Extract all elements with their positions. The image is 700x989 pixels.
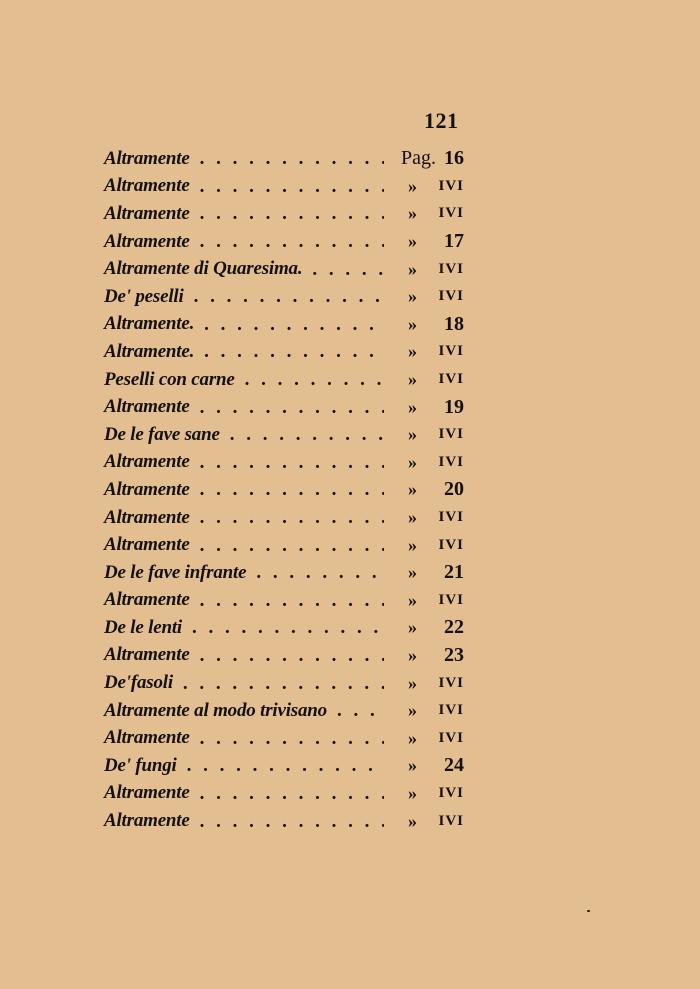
toc-entry xyxy=(104,504,464,532)
toc-entry-page: IVI xyxy=(438,288,464,305)
toc-entry xyxy=(104,449,464,477)
toc-entry-page: IVI xyxy=(438,784,464,801)
toc-entry xyxy=(104,531,464,559)
toc-entry xyxy=(104,255,464,283)
toc-entry-page: IVI xyxy=(438,426,464,443)
toc-entry-page: IVI xyxy=(438,371,464,388)
ditto-mark: » xyxy=(408,782,417,803)
ditto-mark: » xyxy=(408,727,417,748)
dot-leader xyxy=(190,398,384,417)
dot-leader xyxy=(194,315,384,334)
dot-leader xyxy=(190,204,384,223)
dot-leader xyxy=(220,425,384,444)
toc-entry-title: Altramente xyxy=(104,396,190,418)
ditto-mark: » xyxy=(408,451,417,472)
toc-entry xyxy=(104,393,464,421)
toc-entry-title: Peselli con carne xyxy=(104,368,235,390)
toc-entry-ref xyxy=(384,341,464,362)
toc-entry xyxy=(104,311,464,339)
dot-leader xyxy=(190,591,384,610)
ditto-mark: » xyxy=(408,341,417,362)
toc-entry-title: Altramente xyxy=(104,727,190,749)
ditto-mark: » xyxy=(408,258,417,279)
toc-entry-page: IVI xyxy=(438,536,464,553)
toc-entry-page: IVI xyxy=(438,509,464,526)
toc-entry-title: Altramente xyxy=(104,644,190,666)
ditto-mark: » xyxy=(408,617,417,638)
toc-entry-page: 18 xyxy=(444,312,464,335)
dot-leader xyxy=(190,480,384,499)
ditto-mark: » xyxy=(408,700,417,721)
dot-leader xyxy=(190,784,384,803)
toc-entry-title: Altramente al modo trivisano xyxy=(104,699,327,721)
toc-entry-page: 24 xyxy=(444,754,464,777)
toc-entry xyxy=(104,752,464,780)
ditto-mark: » xyxy=(408,810,417,831)
toc-entry-ref xyxy=(384,369,464,390)
toc-entry xyxy=(104,642,464,670)
toc-entry xyxy=(104,559,464,587)
dot-leader xyxy=(190,149,384,168)
toc-entry xyxy=(104,780,464,808)
toc-entry-ref xyxy=(384,673,464,694)
toc-entry xyxy=(104,614,464,642)
toc-entry-title: Altramente xyxy=(104,230,190,252)
toc-entry-page: 20 xyxy=(444,478,464,501)
dot-leader xyxy=(235,370,384,389)
toc-entry-page: IVI xyxy=(438,453,464,470)
toc-entry-ref xyxy=(384,259,464,280)
toc-entry-title: Altramente xyxy=(104,506,190,528)
dot-leader xyxy=(302,260,384,279)
dot-leader xyxy=(190,453,384,472)
toc-entry xyxy=(104,200,464,228)
toc-entry-title: Altramente xyxy=(104,810,190,832)
toc-entry-page: IVI xyxy=(438,591,464,608)
toc-entry-ref xyxy=(384,754,464,777)
toc-entry xyxy=(104,724,464,752)
toc-entry-ref xyxy=(384,478,464,501)
dot-leader xyxy=(327,701,384,720)
dot-leader xyxy=(190,812,384,831)
toc-entry xyxy=(104,421,464,449)
toc-entry-page: IVI xyxy=(438,177,464,194)
toc-entry xyxy=(104,338,464,366)
ditto-mark: » xyxy=(408,644,417,665)
toc-entry-ref xyxy=(384,811,464,832)
toc-entry xyxy=(104,669,464,697)
toc-entry-ref xyxy=(384,452,464,473)
toc-entry-title: Altramente xyxy=(104,782,190,804)
toc-entry xyxy=(104,807,464,835)
ditto-mark: » xyxy=(408,175,417,196)
ditto-mark: » xyxy=(408,589,417,610)
page-label: Pag. xyxy=(401,147,436,170)
dot-leader xyxy=(184,287,384,306)
page-number: 121 xyxy=(424,108,459,133)
toc-entry xyxy=(104,697,464,725)
toc-entry-ref xyxy=(384,424,464,445)
toc-entry-page: 22 xyxy=(444,616,464,639)
dot-leader xyxy=(177,756,384,775)
dot-leader xyxy=(182,618,384,637)
ditto-mark: » xyxy=(408,507,417,528)
toc-entry-ref xyxy=(384,286,464,307)
toc-entry-title: Altramente xyxy=(104,175,190,197)
toc-entry-ref xyxy=(384,203,464,224)
toc-entry xyxy=(104,228,464,256)
toc-entry xyxy=(104,366,464,394)
ditto-mark: » xyxy=(408,203,417,224)
toc-entry-page: 19 xyxy=(444,395,464,418)
toc-entry-ref xyxy=(384,561,464,584)
toc-entry-ref xyxy=(384,396,464,419)
toc-entry-ref xyxy=(384,644,464,667)
toc-entry-page: IVI xyxy=(438,702,464,719)
toc-entry-title: De le fave sane xyxy=(104,423,220,445)
toc-entry-title: Altramente xyxy=(104,534,190,556)
dot-leader xyxy=(194,342,384,361)
toc-entry-page: IVI xyxy=(438,260,464,277)
ink-speck xyxy=(587,910,590,912)
toc-entry-page: 23 xyxy=(444,643,464,666)
dot-leader xyxy=(190,232,384,251)
toc-entry-title: Altramente. xyxy=(104,340,195,362)
ditto-mark: » xyxy=(408,369,417,390)
ditto-mark: » xyxy=(408,479,417,500)
toc-entry-title: De le lenti xyxy=(104,616,183,638)
toc-entry-title: Altramente xyxy=(104,478,190,500)
toc-entry-page: IVI xyxy=(438,729,464,746)
toc-entry-ref xyxy=(384,616,464,639)
ditto-mark: » xyxy=(408,231,417,252)
toc-entry-title: Altramente xyxy=(104,147,190,169)
ditto-mark: » xyxy=(408,396,417,417)
ditto-mark: » xyxy=(408,672,417,693)
toc-entry-title: De'fasoli xyxy=(104,672,173,694)
toc-entry-ref xyxy=(384,147,464,170)
toc-entry-page: 21 xyxy=(444,561,464,584)
dot-leader xyxy=(190,729,384,748)
toc-entry-page: IVI xyxy=(438,343,464,360)
toc-entry-title: Altramente xyxy=(104,589,190,611)
ditto-mark: » xyxy=(408,424,417,445)
toc-entry xyxy=(104,173,464,201)
toc-entry-title: Altramente xyxy=(104,202,190,224)
dot-leader xyxy=(190,536,384,555)
dot-leader xyxy=(190,646,384,665)
toc-entry-title: De' peselli xyxy=(104,285,184,307)
toc-entry-ref xyxy=(384,700,464,721)
toc-entry-ref xyxy=(384,176,464,197)
ditto-mark: » xyxy=(408,755,417,776)
dot-leader xyxy=(190,508,384,527)
toc-entry-title: Altramente di Quaresima. xyxy=(104,258,303,280)
toc-entry-ref xyxy=(384,507,464,528)
ditto-mark: » xyxy=(408,313,417,334)
toc-entry-ref xyxy=(384,313,464,336)
toc-entry-page: IVI xyxy=(438,205,464,222)
dot-leader xyxy=(246,563,384,582)
toc-entry xyxy=(104,283,464,311)
dot-leader xyxy=(190,177,384,196)
toc-entry-page: IVI xyxy=(438,812,464,829)
toc-entry-ref xyxy=(384,230,464,253)
ditto-mark: » xyxy=(408,562,417,583)
table-of-contents xyxy=(104,145,464,835)
toc-entry-title: De le fave infrante xyxy=(104,561,247,583)
toc-entry-page: IVI xyxy=(438,674,464,691)
toc-entry-ref xyxy=(384,783,464,804)
ditto-mark: » xyxy=(408,286,417,307)
toc-entry-title: De' fungi xyxy=(104,754,177,776)
toc-entry xyxy=(104,587,464,615)
toc-entry-ref xyxy=(384,535,464,556)
toc-entry xyxy=(104,476,464,504)
ditto-mark: » xyxy=(408,534,417,555)
toc-entry-ref xyxy=(384,728,464,749)
toc-entry-page: 16 xyxy=(444,147,464,170)
toc-entry-title: Altramente. xyxy=(104,313,195,335)
toc-entry xyxy=(104,145,464,173)
toc-entry-page: 17 xyxy=(444,230,464,253)
dot-leader xyxy=(173,674,384,693)
toc-entry-title: Altramente xyxy=(104,451,190,473)
toc-entry-ref xyxy=(384,590,464,611)
